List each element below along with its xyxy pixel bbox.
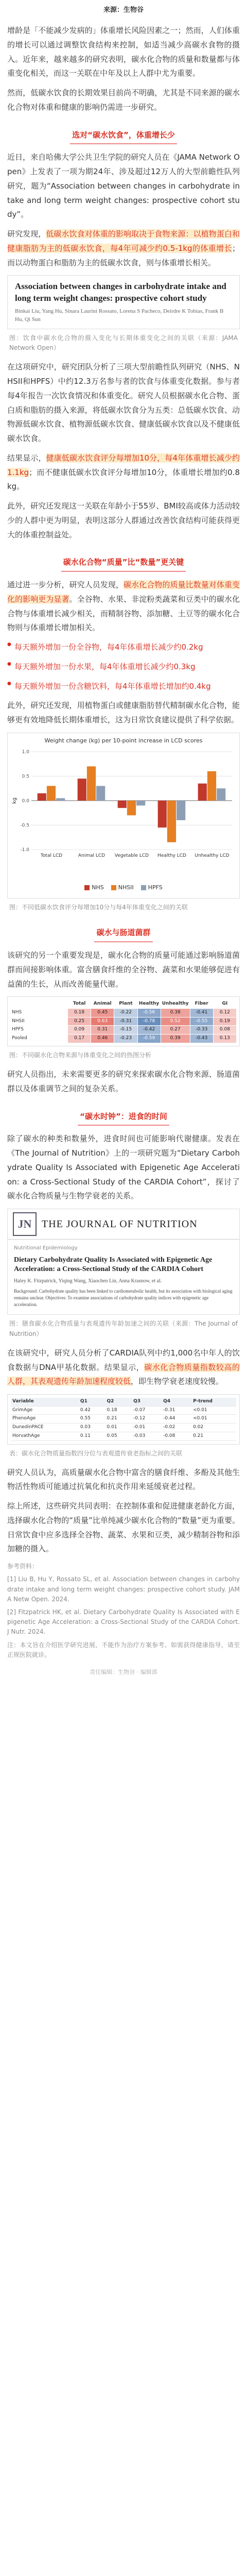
heatmap-row-label: HPFS [12, 1027, 24, 1032]
heatmap-cell: 0.46 [91, 1035, 114, 1043]
paper-header [8, 276, 239, 329]
y-tick-label: 1.0 [22, 750, 29, 755]
heatmap-figure [7, 996, 240, 1046]
figure-caption-1: 图：饮食中碳水化合物的摄入变化与长期体重变化之间的关联（来源：JAMA Network Open） [9, 334, 238, 352]
heatmap-cell: -0.42 [138, 1026, 161, 1034]
legend-label: HPFS [148, 884, 163, 891]
figure-caption-5: 表：碳水化合物质量指数四分位与表观遗传衰老指标之间的关联 [9, 1449, 183, 1457]
article-source: 来源：生物谷 [103, 6, 144, 14]
bar [96, 786, 105, 801]
bar [207, 771, 216, 801]
legend-swatch [84, 885, 90, 890]
table-cell: GrimAge [11, 1406, 79, 1415]
heatmap-cell: -0.41 [190, 1009, 213, 1017]
heatmap-cell: 0.09 [68, 1026, 91, 1034]
table-cell: -0.08 [162, 1432, 191, 1440]
section-heading-2 [7, 555, 240, 572]
section4-paragraph-1: 除了碳水的种类和数量外，进食时间也可能影响代谢健康。发表在《The Journal of Nutrition》上的一项研究题为“Dietary Carbohydrate Quality Is Associated with Epigenetic Age Acceleration: a Cross-Sectional Study of the CARDIA Cohort”，探讨了碳水化合物质量与生物学衰老的关系。 [7, 1134, 240, 1201]
y-axis-label: kg [12, 798, 17, 804]
bar [118, 801, 127, 808]
table-cell: -0.01 [132, 1423, 162, 1432]
paper-figure-1 [7, 275, 240, 329]
footer: 责任编辑：生物谷 · 编辑部 [90, 1668, 157, 1675]
section2-paragraph-2: 此外，研究还发现，用植物蛋白或健康脂肪替代精制碳水化合物，能够更有效地降低长期体重增长，这为日常饮食建议提供了科学依据。 [7, 701, 240, 725]
heatmap-cell: 0.25 [68, 1018, 91, 1026]
figure-caption-3: 图：不同碳水化合物来源与体重变化之间的热图分析 [9, 1051, 152, 1059]
table-cell: -0.03 [132, 1432, 162, 1440]
bullet-item-2: ● 每天额外增加一份水果，每4年体重增长减少约0.3kg [7, 660, 240, 674]
table-body [11, 1406, 236, 1440]
table-cell: <0.01 [191, 1406, 236, 1415]
heatmap-cell: 0.39 [161, 1035, 190, 1043]
section-heading-1 [7, 128, 240, 145]
chart-title: Weight change (kg) per 10-point increase in LCD scores [44, 737, 203, 744]
heatmap-row-label: NHS [12, 1010, 22, 1015]
journal-section: Nutritional Epidemiology [14, 1245, 78, 1251]
table-header-row [11, 1398, 236, 1406]
heatmap-header-cell: Healthy [138, 1001, 160, 1007]
heatmap-cell: -0.31 [114, 1018, 137, 1026]
heatmap-header-cell: Unhealthy [162, 1001, 189, 1007]
legend-item [141, 883, 163, 893]
heatmap-cell: 0.13 [214, 1035, 236, 1043]
table-row [11, 1432, 236, 1440]
table-cell: -0.31 [162, 1406, 191, 1415]
table-cell: 0.18 [105, 1406, 132, 1415]
heatmap-cell: -0.43 [190, 1035, 213, 1043]
table-cell: <0.01 [191, 1415, 236, 1423]
heatmap-cell: 0.52 [161, 1018, 190, 1026]
highlight-text: 碳水化合物的质量比数量对体重变化的影响更为显著 [7, 580, 240, 604]
figure-caption-2: 图：不同低碳水饮食评分每增加10分与每4年体重变化之间的关联 [9, 904, 188, 911]
references-label: 参考资料： [7, 1563, 39, 1570]
y-tick-label: 0.5 [22, 774, 29, 779]
bar [217, 788, 225, 801]
reference-1[interactable]: [1] Liu B, Hu Y, Rossato SL, et al. Association between changes in carbohydrate intake and long term weight changes: prospective cohort study. JAMA Netw Open. 2024. [7, 1575, 240, 1603]
heatmap-cell: 0.27 [161, 1026, 190, 1034]
table-cell: 0.11 [79, 1432, 105, 1440]
bar [198, 784, 207, 801]
chart-legend [11, 880, 236, 895]
table-cell: 0.21 [105, 1415, 132, 1423]
table-cell: -0.07 [132, 1406, 162, 1415]
bullet-item-3: ● 每天额外增加一份含糖饮料，每4年体重增长增加约0.4kg [7, 680, 240, 694]
journal-body [8, 1240, 239, 1314]
section1-paragraph-1: 近日，来自哈佛大学公共卫生学院的研究人员在《JAMA Network Open》上发表了一项为期24年、涉及超过12万人的大型前瞻性队列研究，题为“Association between changes in carbohydrate intake and long term weight changes: prospective cohort study”。 [7, 152, 240, 219]
heatmap-cell: 0.45 [91, 1009, 114, 1017]
table-cell: 0.21 [191, 1432, 236, 1440]
heatmap-header-cell: Animal [93, 1001, 112, 1007]
heatmap-header-cell: Fiber [195, 1001, 208, 1007]
results-table-figure [7, 1394, 240, 1444]
heatmap-cell: 0.63 [91, 1018, 114, 1026]
table-row [11, 1415, 236, 1423]
journal-authors: Haley K. Fitzpatrick, Yiqing Wang, Xiaochen Lin, Anna Krasnow, et al. [14, 1278, 162, 1284]
bar [38, 793, 46, 801]
journal-header [8, 1209, 239, 1240]
section3-paragraph-1: 该研究的另一个重要发现是，碳水化合物的质量可能通过影响肠道菌群而间接影响体重。富含膳食纤维的全谷物、蔬菜和水果能够促进有益菌的生长，从而改善能量代谢。 [7, 951, 240, 989]
references [7, 1562, 240, 1660]
section-title-4: “碳水时钟”：进食的时间 [78, 1110, 169, 1126]
table-cell: 0.42 [79, 1406, 105, 1415]
table-header-cell: P-trend [191, 1398, 236, 1406]
table-row [11, 1423, 236, 1432]
section4-paragraph-4: 综上所述，这些研究共同表明：在控制体重和促进健康老龄化方面，选择碳水化合物的“质量”比单纯减少碳水化合物的“数量”更为重要。日常饮食中应多选择全谷物、蔬菜、水果和豆类，减少精制谷物和添加糖的摄入。 [7, 1501, 240, 1554]
section1-paragraph-2: 研究发现，低碳水饮食对体重的影响取决于食物来源：以植物蛋白和健康脂肪为主的低碳水饮食，每4年可减少约0.5-1kg的体重增长；而以动物蛋白和脂肪为主的低碳水饮食，则与体重增长相关。 [7, 229, 240, 267]
legend-swatch [141, 885, 146, 890]
section4-paragraph-3: 研究人员认为，高质量碳水化合物中富含的膳食纤维、多酚及其他生物活性物质可能通过抗氧化和抗炎作用来延缓衰老过程。 [7, 1467, 240, 1492]
heatmap-cell: -0.59 [138, 1035, 161, 1043]
bullet-item-1: ● 每天额外增加一份全谷物，每4年体重增长减少约0.2kg [7, 640, 240, 655]
table-cell: DunedinPACE [11, 1423, 79, 1432]
section2-paragraph-1: 通过进一步分析，研究人员发现，碳水化合物的质量比数量对体重变化的影响更为显著。全谷物、水果、非淀粉类蔬菜和豆类中的碳水化合物与体重增长减少相关，而精制谷物、添加糖、土豆等的碳水化合物则与体重增长增加相关。 [7, 580, 240, 633]
table-header-cell: Variable [11, 1398, 79, 1406]
journal-name: THE JOURNAL OF NUTRITION [42, 1218, 198, 1230]
legend-swatch [111, 885, 116, 890]
heatmap-cell: 0.38 [161, 1009, 190, 1017]
heatmap-header-cell: Plant [119, 1001, 133, 1007]
highlight-text: 健康低碳水饮食评分每增加10分，每4年体重增长减少约1.1kg [7, 453, 240, 477]
bar [136, 801, 145, 806]
heatmap-header-cell: Total [73, 1001, 86, 1007]
bar [56, 798, 65, 801]
figure-caption-4: 图：膳食碳水化合物质量与表观遗传年龄加速之间的关联（来源：The Journal of Nutrition） [9, 1320, 238, 1337]
table-header-cell: Q4 [162, 1398, 191, 1406]
section1-paragraph-3: 在这项研究中，研究团队分析了三项大型前瞻性队列研究（NHS、NHSII和HPFS）中约12.3万名参与者的饮食与体重变化数据。参与者每4年报告一次饮食情况和体重变化。研究人员根据碳水化合物、蛋白质和脂肪的摄入来源，将低碳水饮食分为五类：总低碳水饮食、动物源低碳水饮食、植物源低碳水饮食、健康低碳水饮食以及不健康低碳水饮食。 [7, 362, 240, 444]
table-cell: -0.44 [162, 1415, 191, 1423]
bar [167, 801, 176, 842]
table-header-cell: Q3 [132, 1398, 162, 1406]
x-tick-label: Healthy LCD [157, 853, 186, 859]
bar [47, 786, 56, 801]
legend-item [111, 883, 134, 893]
section3-paragraph-2: 研究人员指出，未来需要更多的研究来探索碳水化合物来源、肠道菌群以及体重调节之间的复杂关系。 [7, 1070, 240, 1093]
journal-abstract: Background: Carbohydrate quality has been linked to cardiometabolic health, but its association with biological aging remains unclear. Objectives: To examine associations of carbohydrate quality indices with epigenetic age acceleration. [14, 1289, 233, 1308]
heatmap-row-label: Pooled [12, 1036, 27, 1041]
intro-paragraph-1: 增龄是「不能减少发病的」体重增长风险因素之一；然而，人们体重的增长可以通过调整饮食结构来控制，如适当减少高碳水食物的摄入。近年来，越来越多的研究表明，碳水化合物的质量和数量都与体重变化相关，而这一关联在中年及以上人群中尤为重要。 [7, 26, 240, 78]
heatmap-cell: 0.31 [91, 1026, 114, 1034]
heatmap-cell: 0.17 [68, 1035, 91, 1043]
section1-paragraph-5: 此外，研究还发现这一关联在年龄小于55岁、BMI较高或体力活动较少的人群中更为明显，表明这部分人群通过改善饮食结构可能获得更大的体重控制益处。 [7, 501, 240, 539]
intro-paragraph-2: 然而，低碳水饮食的长期效果目前尚不明确，尤其是不同来源的碳水化合物对体重和健康的影响仍需进一步研究。 [7, 88, 240, 112]
table-header-cell: Q2 [105, 1398, 132, 1406]
bar-chart [11, 747, 237, 875]
table-cell: HorvathAge [11, 1432, 79, 1440]
x-tick-label: Animal LCD [78, 853, 105, 859]
heatmap-grid [8, 997, 239, 1045]
bar-chart-figure [7, 733, 240, 899]
paper-title: Association between changes in carbohydrate intake and long term weight changes: prospective cohort study [15, 281, 226, 303]
bar [158, 801, 167, 827]
table-header-cell: Q1 [79, 1398, 105, 1406]
heatmap-cell: -0.15 [114, 1026, 137, 1034]
heatmap-cell: -0.22 [114, 1009, 137, 1017]
reference-2[interactable]: [2] Fitzpatrick HK, et al. Dietary Carbohydrate Quality Is Associated with Epigenetic Age Acceleration: a Cross-Sectional Study of the CARDIA Cohort. J Nutr. 2024. [7, 1608, 240, 1636]
journal-article-title: Dietary Carbohydrate Quality Is Associated with Epigenetic Age Acceleration: a Cross-Sectional Study of the CARDIA Cohort [14, 1256, 213, 1274]
x-tick-label: Unhealthy LCD [195, 853, 230, 859]
paper-authors: Binkai Liu, Yang Hu, Sinara Laurini Rossato, Lorena S Pacheco, Deirdre K Tobias, Frank B Hu, Qi Sun [15, 308, 224, 323]
section-title-1: 选对“碳水饮食”，体重增长少 [70, 128, 177, 145]
section-title-3: 碳水与肠道菌群 [94, 926, 152, 942]
journal-figure [7, 1209, 240, 1315]
heatmap-cell: 0.12 [214, 1009, 236, 1017]
section4-paragraph-2: 在该研究中，研究人员分析了CARDIA队列中约1,000名中年人的饮食数据与DNA甲基化数据。结果显示，碳水化合物质量指数较高的人群，其表观遗传年龄加速程度较低，即生物学衰老速度较慢。 [7, 1348, 240, 1386]
table-row [11, 1406, 236, 1415]
journal-logo: JN [13, 1212, 37, 1236]
bar [78, 778, 86, 801]
table-cell: -0.12 [132, 1415, 162, 1423]
heatmap-cell: -0.55 [190, 1018, 213, 1026]
heatmap-header-cell: GI [222, 1001, 228, 1007]
heatmap-cell: 0.08 [214, 1026, 236, 1034]
bar [87, 767, 96, 801]
heatmap-cell: -0.78 [138, 1018, 161, 1026]
bar [127, 801, 136, 816]
y-tick-label: -1.0 [20, 848, 29, 853]
heatmap-cell: -0.56 [138, 1009, 161, 1017]
table-cell: 0.02 [191, 1423, 236, 1432]
x-tick-label: Vegetable LCD [114, 853, 149, 859]
highlight-text: 碳水化合物质量指数较高的人群，其表观遗传年龄加速程度较低 [7, 1362, 240, 1386]
heatmap-cell: -0.33 [190, 1026, 213, 1034]
highlight-text: 低碳水饮食对体重的影响取决于食物来源：以植物蛋白和健康脂肪为主的低碳水饮食，每4年可减少约0.5-1kg的体重增长 [7, 229, 240, 253]
y-tick-label: 0.0 [22, 799, 29, 804]
table-cell: -0.02 [162, 1423, 191, 1432]
heatmap-cell: 0.19 [214, 1018, 236, 1026]
table-cell: 0.03 [79, 1423, 105, 1432]
section-title-2: 碳水化合物“质量”比“数量”更关键 [61, 555, 186, 572]
legend-label: NHSII [118, 884, 134, 891]
heatmap-cell: -0.23 [114, 1035, 137, 1043]
table-cell: PhenoAge [11, 1415, 79, 1423]
x-tick-label: Total LCD [40, 853, 63, 859]
bar [177, 801, 185, 820]
heatmap-row-label: NHSII [12, 1018, 25, 1024]
heatmap-cell: 0.18 [68, 1009, 91, 1017]
results-table [11, 1398, 236, 1440]
section-heading-3 [7, 926, 240, 942]
disclaimer: 注：本文旨在介绍医学研究进展，不能作为治疗方案参考。如需获得健康指导，请至正规医院就诊。 [7, 1641, 240, 1658]
table-cell: 0.05 [105, 1432, 132, 1440]
section1-paragraph-4: 结果显示，健康低碳水饮食评分每增加10分，每4年体重增长减少约1.1kg；而不健康低碳水饮食评分每增加10分，体重增长增加约0.8kg。 [7, 453, 240, 492]
table-cell: 0.01 [105, 1423, 132, 1432]
heatmap-header-cell [11, 1000, 67, 1008]
y-tick-label: -0.5 [20, 823, 29, 828]
legend-item [84, 883, 103, 893]
legend-label: NHS [92, 884, 104, 891]
table-cell: 0.55 [79, 1415, 105, 1423]
section-heading-4 [7, 1110, 240, 1126]
